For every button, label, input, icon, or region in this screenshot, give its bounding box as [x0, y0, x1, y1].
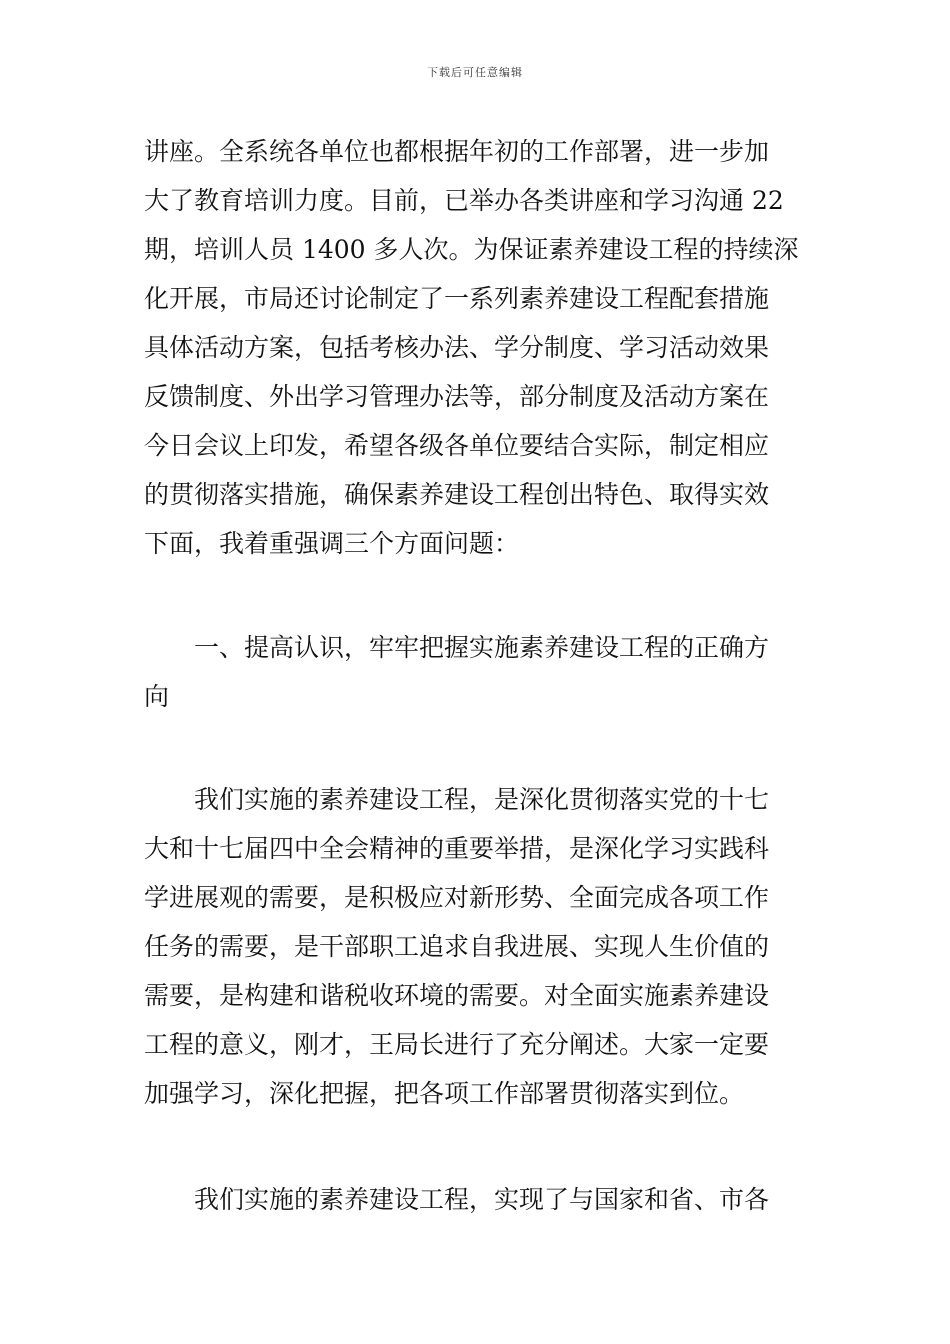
- text-line: 我们实施的素养建设工程，是深化贯彻落实党的十七: [194, 785, 770, 814]
- text-line: 学进展观的需要，是积极应对新形势、全面完成各项工作: [144, 883, 770, 912]
- text-line: 期，培训人员 1400 多人次。为保证素养建设工程的持续深: [144, 235, 799, 264]
- text-line: 今日会议上印发，希望各级各单位要结合实际，制定相应: [144, 431, 770, 460]
- text-line: 一、提高认识，牢牢把握实施素养建设工程的正确方: [194, 633, 770, 662]
- text-line: 化开展，市局还讨论制定了一系列素养建设工程配套措施: [144, 284, 770, 313]
- text-line: 加强学习，深化把握，把各项工作部署贯彻落实到位。: [144, 1079, 745, 1108]
- text-line: 大和十七届四中全会精神的重要举措，是深化学习实践科: [144, 834, 770, 863]
- text-line: 下面，我着重强调三个方面问题：: [144, 529, 520, 558]
- paragraph-2: [144, 775, 812, 1118]
- text-line: 讲座。全系统各单位也都根据年初的工作部署，进一步加: [144, 137, 770, 166]
- text-line: 我们实施的素养建设工程，实现了与国家和省、市各: [194, 1185, 770, 1214]
- text-line: 任务的需要，是干部职工追求自我进展、实现人生价值的: [144, 932, 770, 961]
- text-line: 向: [144, 682, 170, 711]
- text-line: 反馈制度、外出学习管理办法等，部分制度及活动方案在: [144, 382, 770, 411]
- paragraph-1: [144, 127, 812, 568]
- text-line: 工程的意义，刚才，王局长进行了充分阐述。大家一定要: [144, 1030, 770, 1059]
- paragraph-3: [144, 1175, 812, 1224]
- section-heading-1: [144, 623, 812, 721]
- text-line: 的贯彻落实措施，确保素养建设工程创出特色、取得实效: [144, 480, 770, 509]
- text-line: 需要，是构建和谐税收环境的需要。对全面实施素养建设: [144, 981, 770, 1010]
- page-header: 下载后可任意编辑: [427, 66, 523, 79]
- text-line: 具体活动方案，包括考核办法、学分制度、学习活动效果: [144, 333, 770, 362]
- text-line: 大了教育培训力度。目前，已举办各类讲座和学习沟通 22: [144, 186, 784, 215]
